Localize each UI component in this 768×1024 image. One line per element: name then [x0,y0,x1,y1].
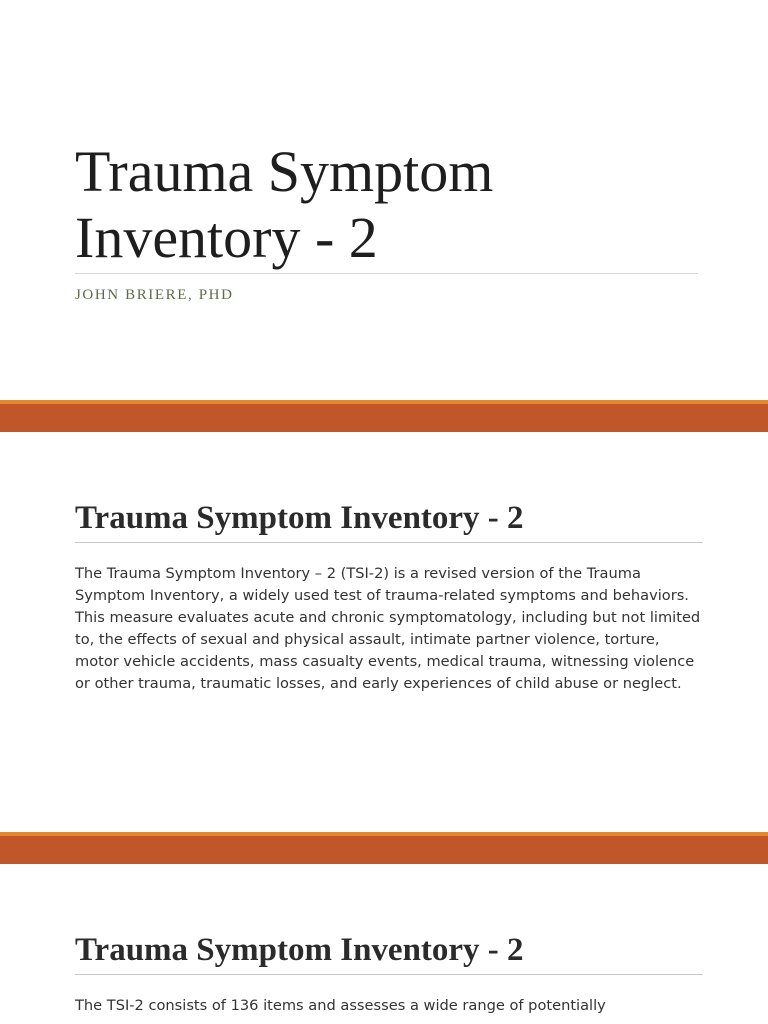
slide-heading: Trauma Symptom Inventory - 2 [75,932,524,968]
content-slide-1 [0,432,768,832]
author-subtitle: JOHN BRIERE, PHD [75,287,234,303]
presentation-title [75,139,715,271]
slide-heading: Trauma Symptom Inventory - 2 [75,500,524,536]
title-line-2: Inventory - 2 [75,205,378,270]
title-slide [0,0,768,400]
content-slide-2 [0,864,768,1024]
heading-divider [75,974,703,975]
slide-body-text: The TSI-2 consists of 136 items and assesses a wide range of potentially [75,997,606,1014]
heading-divider [75,542,703,543]
title-divider [75,273,698,274]
slide-separator [0,400,768,432]
slide-body-text: The Trauma Symptom Inventory – 2 (TSI-2) is a revised version of the Trauma Symptom Inventory, a widely used test of trauma-related symptoms and behaviors. This measure evaluates acute and chronic symptomatology, including but not limited to, the effects of sexual and physical assault, intimate partner violence, torture, motor vehicle accidents, mass casualty events, medical trauma, witnessing violence or other trauma, traumatic losses, and early experiences of child abuse or neglect. [75,565,701,692]
slide-separator [0,832,768,864]
title-line-1: Trauma Symptom [75,139,494,204]
